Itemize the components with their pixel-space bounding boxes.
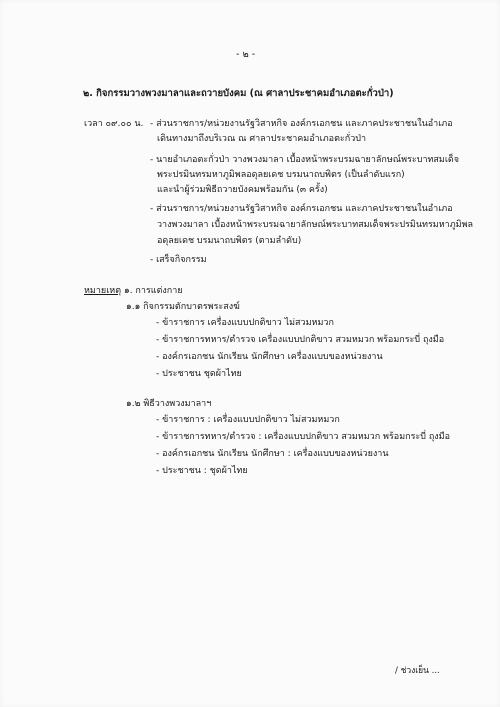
schedule-line: และนำผู้ร่วมพิธีถวายบังคมพร้อมกัน (๓ ครั้ง) bbox=[157, 185, 328, 195]
subsection-title: ๑.๒ พิธีวางพวงมาลาฯ bbox=[126, 399, 212, 409]
schedule-line: - นายอำเภอตะกั่วป่า วางพวงมาลา เบื้องหน้าพระบรมฉายาลักษณ์พระบาทสมเด็จ bbox=[150, 155, 460, 165]
dress-item: - องค์กรเอกชน นักเรียน นักศึกษา เครื่องแบบของหน่วยงาน bbox=[156, 352, 383, 362]
note-title: ๑. การแต่งกาย bbox=[124, 286, 183, 296]
page-number: - ๒ - bbox=[236, 49, 256, 60]
dress-item: - ข้าราชการ : เครื่องแบบปกติขาว ไม่สวมหมวก bbox=[156, 415, 340, 425]
dress-item: - ข้าราชการทหาร/ตำรวจ : เครื่องแบบปกติขาว สวมหมวก พร้อมกระบี่ ถุงมือ bbox=[156, 432, 451, 442]
schedule-line: - ส่วนราชการ/หน่วยงานรัฐวิสาหกิจ องค์กรเอกชน และภาคประชาชนในอำเภอ bbox=[150, 204, 453, 214]
schedule-line: - ส่วนราชการ/หน่วยงานรัฐวิสาหกิจ องค์กรเอกชน และภาคประชาชนในอำเภอ bbox=[150, 119, 453, 129]
schedule-line: พระปรมินทรมหาภูมิพลอดุลยเดช บรมนาถบพิตร (เป็นลำดับแรก) bbox=[157, 170, 405, 180]
schedule-line: - เสร็จกิจกรรม bbox=[150, 255, 207, 265]
schedule-line: วางพวงมาลา เบื้องหน้าพระบรมฉายาลักษณ์พระบาทสมเด็จพระปรมินทรมหาภูมิพล bbox=[157, 220, 474, 230]
dress-item: - ประชาชน ชุดผ้าไทย bbox=[156, 369, 242, 379]
continuation-footer: / ช่วงเย็น ... bbox=[395, 666, 440, 676]
dress-item: - องค์กรเอกชน นักเรียน นักศึกษา : เครื่องแบบของหน่วยงาน bbox=[156, 449, 389, 459]
dress-item: - ข้าราชการทหาร/ตำรวจ เครื่องแบบปกติขาว สวมหมวก พร้อมกระบี่ ถุงมือ bbox=[156, 335, 445, 345]
schedule-time: เวลา ๐๙.๐๐ น. bbox=[84, 119, 144, 129]
dress-item: - ประชาชน : ชุดผ้าไทย bbox=[156, 466, 248, 476]
schedule-line: อดุลยเดช บรมนาถบพิตร (ตามลำดับ) bbox=[157, 236, 302, 246]
note-label: หมายเหตุ bbox=[84, 286, 122, 296]
dress-item: - ข้าราชการ เครื่องแบบปกติขาว ไม่สวมหมวก bbox=[156, 318, 334, 328]
subsection-title: ๑.๑ กิจกรรมตักบาตรพระสงฆ์ bbox=[126, 302, 240, 312]
schedule-line: เดินทางมาถึงบริเวณ ณ ศาลาประชาคมอำเภอตะกั่วป่า bbox=[157, 134, 367, 144]
section-heading: ๒. กิจกรรมวางพวงมาลาและถวายบังคม (ณ ศาลาประชาคมอำเภอตะกั่วป่า) bbox=[83, 88, 394, 99]
